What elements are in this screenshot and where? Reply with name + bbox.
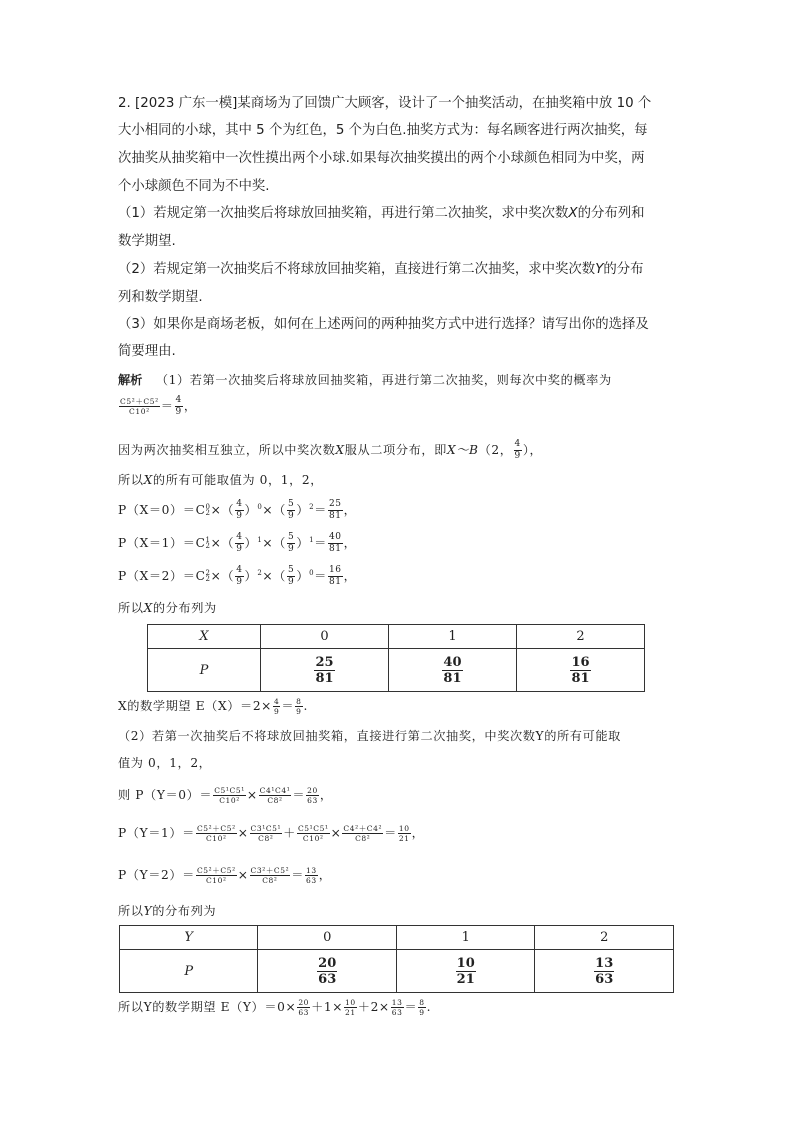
fraction-binom-p: $\frac{4}{9}$ [514, 439, 521, 461]
q1-text-post: 的分布列和 [577, 206, 645, 221]
prob-x-1: P（X＝1）＝C 1 2 ×（ $\frac{4}{9}$ ）$^1$×（ $\frac{5}{9}$ ）$^1$＝ $\frac{40}{81}$ ， [118, 532, 357, 554]
prob-y-2: P（Y＝2）＝ $\frac{\text{C5²＋C5²}}{\text{C10²}}$ × $\frac{\text{C3²＋C5²}}{\text{C8²}}$ ＝ $\frac{13}{63}$ ， [118, 865, 332, 885]
table-y-header-1: 1 [396, 926, 535, 950]
fraction-px0: $\frac{25}{81}$ [328, 499, 342, 521]
solution-line-1 [118, 371, 612, 389]
problem-line-4: 个小球颜色不同为不中奖. [118, 179, 270, 194]
prob-y-1: P（Y＝1）＝ $\frac{\text{C5²＋C5²}}{\text{C10²}}$ × $\frac{\text{C3¹C5¹}}{\text{C8²}}$ ＋ $\frac{\text{C5¹C5¹}}{\text{C10²}}$ × $\frac{\text{C4²＋C4²}}{\text{C8²}}$ ＝ $\frac{10}{21}$ ， [118, 823, 425, 843]
problem-line-2: 大小相同的小球，其中 5 个为红色，5 个为白色.抽奖方式为：每名顾客进行两次抽奖，每 [118, 123, 648, 138]
table-x-cell-0: $\frac{25}{81}$ [261, 649, 389, 692]
question-3-line-1: （3）如果你是商场老板，如何在上述两问的两种抽奖方式中进行选择？请写出你的选择及 [118, 317, 649, 332]
table-x-header-0: 0 [261, 625, 389, 649]
fraction-win-prob-expr: $\frac{\text{C5²＋C5²}}{\text{C10²}}$ [120, 396, 159, 416]
table-x-header-1: 1 [388, 625, 516, 649]
table-x-cell-1: $\frac{40}{81}$ [388, 649, 516, 692]
solution-part2-line-1: （2）若第一次抽奖后不将球放回抽奖箱，直接进行第二次抽奖，中奖次数Y的所有可能取 [118, 729, 621, 743]
solution-s1-text: （1）若第一次抽奖后将球放回抽奖箱，再进行第二次抽奖，则每次中奖的概率为 [155, 373, 612, 387]
table-y-header-0: 0 [258, 926, 397, 950]
table-y-header-2: 2 [535, 926, 674, 950]
table-y-cell-0: $\frac{20}{63}$ [258, 950, 397, 993]
prob-y-0: 则 P（Y＝0）＝ $\frac{\text{C5¹C5¹}}{\text{C10²}}$ × $\frac{\text{C4¹C4¹}}{\text{C8²}}$ ＝ $\frac{20}{63}$ ， [118, 785, 333, 805]
q2-text-pre: （2）若规定第一次抽奖后不将球放回抽奖箱，直接进行第二次抽奖，求中奖次数 [118, 262, 596, 277]
expectation-x: X的数学期望 E（X）＝2× $\frac{4}{9}$ ＝ $\frac{8}{9}$ . [118, 696, 309, 716]
fraction-px1: $\frac{40}{81}$ [328, 532, 342, 554]
q2-text-post: 的分布 [603, 262, 644, 277]
problem-line-3: 次抽奖从抽奖箱中一次性摸出两个小球.如果每次抽奖摸出的两个小球颜色相同为中奖，两 [118, 151, 645, 166]
table-y-header-row [120, 926, 674, 950]
fraction-win-prob: $\frac{4}{9}$ [175, 395, 182, 417]
table-y-cell-2: $\frac{13}{63}$ [535, 950, 674, 993]
solution-line-dist-x: 所以X的分布列为 [118, 601, 217, 615]
distribution-table-y [119, 925, 674, 993]
solution-line-2: $\frac{\text{C5²＋C5²}}{\text{C10²}}$ ＝ $\frac{4}{9}$ ， [120, 395, 197, 417]
table-y-header-var: Y [120, 926, 258, 950]
question-1-line-1 [118, 205, 645, 223]
table-x-prob-row [148, 649, 645, 692]
expectation-y: 所以Y的数学期望 E（Y）＝0× $\frac{20}{63}$ ＋1× $\frac{10}{21}$ ＋2× $\frac{13}{63}$ ＝ $\frac{8}{9}$ . [118, 997, 432, 1017]
fraction-px2: $\frac{16}{81}$ [328, 565, 342, 587]
question-2-line-2: 列和数学期望. [118, 290, 203, 305]
problem-line-1: 2. [2023 广东一模]某商场为了回馈广大顾客，设计了一个抽奖活动，在抽奖箱中放 10 个 [118, 96, 652, 111]
q2-variable: Y [595, 262, 604, 277]
solution-line-3: 因为两次抽奖相互独立，所以中奖次数X服从二项分布，即X～B（2， $\frac{4}{9}$ ）， [118, 439, 543, 461]
solution-label: 解析 [118, 373, 143, 387]
table-x-cell-2: $\frac{16}{81}$ [516, 649, 644, 692]
table-y-cell-1: $\frac{10}{21}$ [396, 950, 535, 993]
fraction-py0: $\frac{20}{63}$ [307, 785, 318, 805]
table-x-header-2: 2 [516, 625, 644, 649]
distribution-table-x [147, 624, 645, 692]
table-x-row-label: P [148, 649, 261, 692]
table-y-prob-row [120, 950, 674, 993]
question-3-line-2: 简要理由. [118, 344, 176, 359]
table-x-header-var: X [148, 625, 261, 649]
table-y-row-label: P [120, 950, 258, 993]
prob-x-2: P（X＝2）＝C 2 2 ×（ $\frac{4}{9}$ ）$^2$×（ $\frac{5}{9}$ ）$^0$＝ $\frac{16}{81}$ ， [118, 565, 357, 587]
q1-text-pre: （1）若规定第一次抽奖后将球放回抽奖箱，再进行第二次抽奖，求中奖次数 [118, 206, 569, 221]
fraction-py1: $\frac{10}{21}$ [398, 823, 410, 843]
q1-variable: X [568, 206, 578, 221]
question-1-line-2: 数学期望. [118, 234, 176, 249]
solution-line-4: 所以X的所有可能取值为 0，1，2， [118, 473, 324, 487]
question-2-line-1 [118, 261, 644, 279]
prob-x-0: P（X＝0）＝C 0 2 ×（ $\frac{4}{9}$ ）$^0$×（ $\frac{5}{9}$ ）$^2$＝ $\frac{25}{81}$ ， [118, 499, 357, 521]
fraction-py2: $\frac{13}{63}$ [306, 865, 317, 885]
solution-line-dist-y: 所以Y的分布列为 [118, 904, 217, 918]
table-x-header-row [148, 625, 645, 649]
solution-part2-line-2: 值为 0，1，2， [118, 756, 212, 770]
